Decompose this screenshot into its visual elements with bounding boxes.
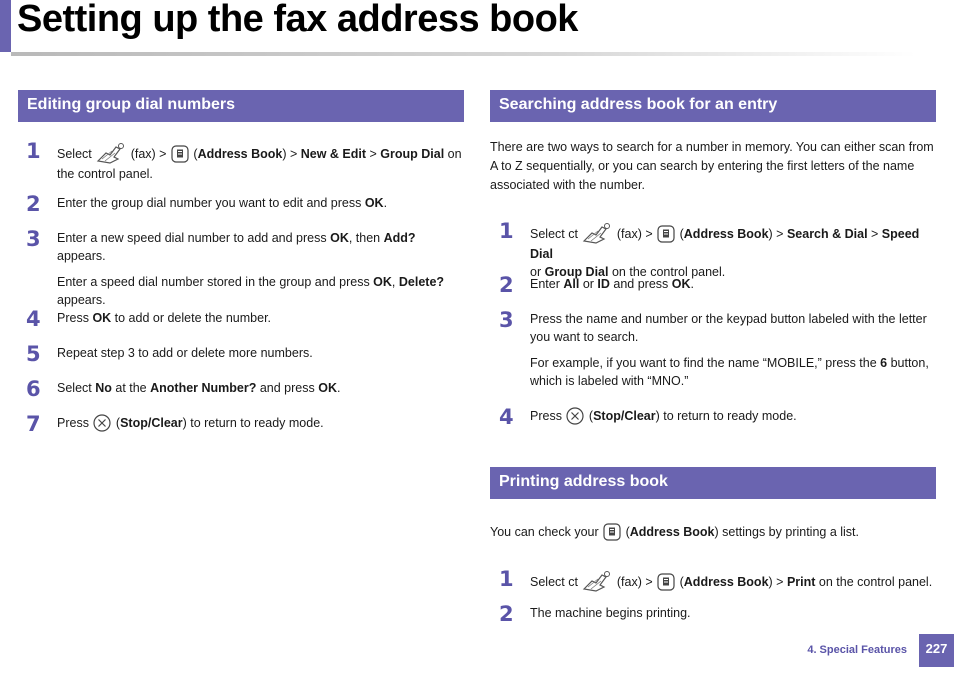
title-rule [11, 52, 916, 56]
step-number: 2 [499, 273, 514, 297]
stop-clear-icon [93, 414, 111, 432]
search-intro: There are two ways to search for a number in memory. You can either scan from A to Z sequentially, or you can search by entering the first letters of the name associated with the number. [490, 140, 934, 192]
address-book-icon [603, 523, 621, 541]
fax-icon [582, 569, 612, 593]
section-heading-printing: Printing address book [490, 467, 936, 499]
section-heading-editing-group: Editing group dial numbers [18, 90, 464, 122]
address-book-icon [657, 573, 675, 591]
step-number: 1 [499, 219, 514, 243]
page-title: Setting up the fax address book [17, 0, 578, 40]
stop-clear-icon [566, 407, 584, 425]
address-book-icon [171, 145, 189, 163]
step-number: 5 [26, 342, 41, 366]
section-heading-searching: Searching address book for an entry [490, 90, 936, 122]
step-number: 1 [26, 139, 41, 163]
step-number: 7 [26, 412, 41, 436]
fax-icon [582, 221, 612, 245]
fax-icon [96, 141, 126, 165]
step-number: 6 [26, 377, 41, 401]
step-number: 4 [26, 307, 41, 331]
print-intro: You can check your (Address Book) settings by printing a list. [490, 525, 860, 539]
step-number: 2 [26, 192, 41, 216]
step-number: 3 [499, 308, 514, 332]
step-number: 4 [499, 405, 514, 429]
step-number: 3 [26, 227, 41, 251]
address-book-icon [657, 225, 675, 243]
step-number: 2 [499, 602, 514, 626]
title-accent-bar [0, 0, 11, 52]
step-number: 1 [499, 567, 514, 591]
page-number: 227 [919, 634, 954, 667]
footer-section-label: 4. Special Features [807, 644, 907, 656]
